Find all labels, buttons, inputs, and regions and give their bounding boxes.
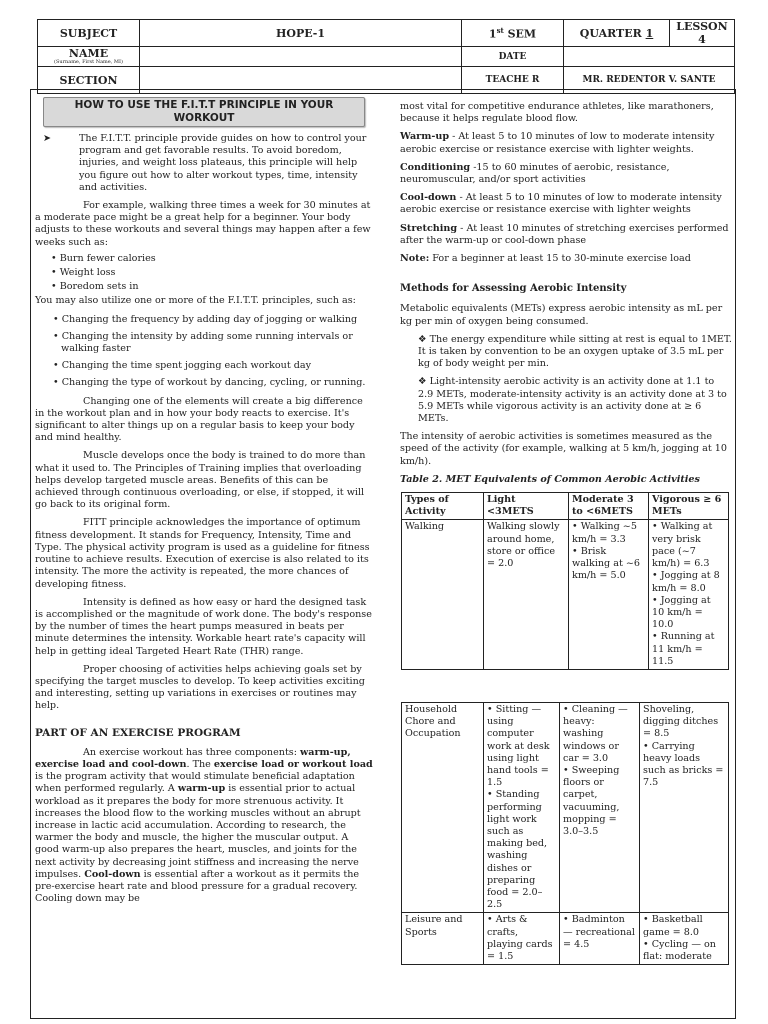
name-hint: (Surname, First Name, MI) (54, 58, 123, 65)
left-column (35, 97, 373, 911)
met-point-1: ❖ The energy expenditure while sitting at rest is equal to 1MET. It is taken by convention to be an oxygen uptake of 3.5 mL per kg of body weight per min. (418, 333, 732, 370)
text-run: is essential after a workout as it permits the pre-exercise heart rate and blood pressure for a gradual recovery. Cooling down may be (35, 868, 360, 905)
met-table-walking (401, 492, 729, 670)
speed-paragraph: The intensity of aerobic activities is sometimes measured as the speed of the activity (for example, walking at 5 km/h, jogging at 10 km/h). (400, 431, 727, 467)
table-cell: • Arts & crafts, playing cards = 1.5 (484, 913, 560, 965)
table-header-cell: Vigorous ≥ 6 METs (649, 493, 729, 520)
teacher-label: TEACHE R (462, 67, 564, 94)
table-header-cell: Types of Activity (402, 493, 484, 520)
warmup-paragraph (400, 131, 732, 155)
bold-run: warm-up (177, 783, 226, 795)
table-cell: • Walking ~5 km/h = 3.3 • Brisk walking at ~6 km/h = 5.0 (569, 520, 649, 669)
subject-value: HOPE-1 (140, 20, 462, 47)
list-item: • Changing the time spent jogging each workout day (53, 360, 312, 372)
table-header-cell: Light <3METS (484, 493, 569, 520)
subject-label: SUBJECT (38, 20, 140, 47)
list-item: • Weight loss (51, 267, 116, 279)
intensity-paragraph: Intensity is defined as how easy or hard the designed task is accomplished or the magnitude of work done. The body's response by the number of times the heart pumps measured in beats per minute determines the intensity. Workable heart rate's capacity will help in getting ideal Targeted Heart Rate (THR) range. (35, 596, 372, 657)
methods-heading: Methods for Assessing Aerobic Intensity (400, 283, 627, 295)
met-table-household (401, 702, 729, 965)
table-row (402, 520, 729, 669)
changes-list (35, 314, 373, 390)
arrow-bullet-icon: ➤ (43, 133, 52, 144)
header-table (37, 19, 735, 94)
list-item: • Changing the intensity by adding some running intervals or walking faster (53, 330, 353, 355)
text-run: . The (186, 758, 214, 770)
date-label: DATE (462, 47, 564, 67)
table-cell: • Basketball game = 8.0 • Cycling — on flat: moderate (640, 913, 729, 965)
table-gap (400, 670, 732, 702)
table-cell: Walking (402, 520, 484, 669)
table-row (402, 913, 729, 965)
table-cell: Shoveling, digging ditches = 8.5 • Carrying heavy loads such as bricks = 7.5 (640, 702, 729, 912)
list-item: • Changing the type of workout by dancing, cycling, or running. (53, 377, 366, 389)
note-label: Note: (400, 253, 430, 265)
met-point-2: ❖ Light-intensity aerobic activity is an activity done at 1.1 to 2.9 METs, moderate-intensity activity is an activity done at 3 to 5.9 METs while vigorous activity is an activity done at ≥ 6 METs. (418, 376, 727, 425)
table-cell: Household Chore and Occupation (402, 702, 484, 912)
list-item: • Boredom sets in (51, 281, 139, 293)
conditioning-paragraph (400, 162, 732, 186)
cooldown-paragraph (400, 192, 732, 216)
cooldown-text: - At least 5 to 10 minutes of low to moderate intensity aerobic exercise or resistance exercise with lighter weights (400, 192, 722, 216)
note-text: For a beginner at least 15 to 30-minute exercise load (429, 253, 691, 265)
mets-definition: Metabolic equivalents (METs) express aerobic intensity as mL per kg per min of oxygen being consumed. (400, 303, 723, 327)
name-label: NAME (68, 46, 109, 60)
cooldown-label: Cool-down (400, 192, 457, 204)
continued-paragraph: most vital for competitive endurance athletes, like marathoners, because it helps regulate blood flow. (400, 101, 714, 125)
intro-paragraph (35, 133, 373, 194)
exercise-program-paragraph (35, 747, 373, 906)
quarter-cell (564, 20, 670, 47)
example-paragraph: For example, walking three times a week for 30 minutes at a moderate pace might be a great help for a beginner. Your body adjusts to these workouts and several things may happen after a few weeks such as: (35, 200, 371, 248)
intro-text: The F.I.T.T. principle provide guides on how to control your program and get favorable results. To avoid boredom, injuries, and weight loss plateaus, this principle will help you figure out how to alter workout types, time, intensity and activities. (79, 133, 367, 193)
table-row (402, 702, 729, 912)
bold-run: Cool-down (84, 868, 141, 880)
effects-list (35, 253, 373, 294)
quarter-value: 1 (645, 26, 654, 40)
right-column (400, 101, 732, 965)
text-run: is the program activity that would stimulate beneficial adaptation when performed regularly. A (35, 771, 355, 795)
date-field[interactable] (564, 47, 735, 67)
table-cell: Leisure and Sports (402, 913, 484, 965)
text-run: An exercise workout has three components: (83, 746, 301, 758)
table-caption: Table 2. MET Equivalents of Common Aerobic Activities (400, 473, 700, 485)
stretching-text: - At least 10 minutes of stretching exercises performed after the warm-up or cool-down phase (400, 222, 729, 246)
table-cell: Walking slowly around home, store or office = 2.0 (484, 520, 569, 669)
fitt-paragraph: FITT principle acknowledges the importance of optimum fitness development. It stands for Frequency, Intensity, Time and Type. The physical activity program is used as a guideline for fitness routine to achieve results. Execution of exercise is also related to its intensity. The more the activity is repeated, the more chances of developing fitness. (35, 517, 370, 590)
proper-paragraph: Proper choosing of activities helps achieving goals set by specifying the target muscles to develop. To keep activities exciting and interesting, setting up variations in exercises or routines may help. (35, 663, 365, 712)
section-label: SECTION (38, 67, 140, 94)
stretching-paragraph (400, 223, 732, 247)
quarter-label: QUARTER (579, 26, 642, 40)
warmup-label: Warm-up (400, 131, 450, 143)
note-paragraph (400, 253, 732, 265)
change-paragraph: Changing one of the elements will create a big difference in the workout plan and in how your body reacts to exercise. It's significant to alter things up on a regular basis to keep your body and mind healthy. (35, 395, 363, 444)
name-field[interactable] (140, 47, 462, 67)
list-item: • Burn fewer calories (51, 252, 156, 264)
bold-run: warm-up, exercise load and cool-down (35, 746, 351, 770)
teacher-value: MR. REDENTOR V. SANTE (564, 67, 735, 94)
conditioning-label: Conditioning (400, 161, 471, 173)
page-title: HOW TO USE THE F.I.T.T PRINCIPLE IN YOUR WORKOUT (43, 97, 365, 127)
table-cell: • Cleaning — heavy: washing windows or car = 3.0 • Sweeping floors or carpet, vacuuming, mopping = 3.0–3.5 (560, 702, 640, 912)
warmup-text: - At least 5 to 10 minutes of low to moderate intensity aerobic exercise or resistance exercise with lighter weights. (400, 131, 715, 155)
table-cell: • Badminton — recreational = 4.5 (560, 913, 640, 965)
table-header-cell: Moderate 3 to <6METS (569, 493, 649, 520)
muscle-paragraph: Muscle develops once the body is trained to do more than what it used to. The Principles of Training implies that overloading helps develop targeted muscle areas. Benefits of this can be achieved through continuous overloading, or else, if stopped, it will go back to its original form. (35, 450, 366, 511)
section-heading: PART OF AN EXERCISE PROGRAM (35, 726, 241, 739)
lesson-label: LESSON 4 (670, 20, 735, 47)
text-run: is essential prior to actual workload as it prepares the body for more strenuous activity. It increases the blood flow to the working muscles without an abrupt increase in lactic acid accumulation. According to research, the warmer the body and muscle, the higher the muscular output. A good warm-up also prepares the heart, muscles, and joints for the next activity by decreasing joint stiffness and increasing the nerve impulses. (35, 783, 361, 880)
utilize-paragraph: You may also utilize one or more of the F.I.T.T. principles, such as: (35, 295, 356, 307)
stretching-label: Stretching (400, 222, 458, 234)
list-item: • Changing the frequency by adding day of jogging or walking (53, 313, 358, 325)
table-header-row (402, 493, 729, 520)
semester-label: 1st SEM (462, 20, 564, 47)
conditioning-text: -15 to 60 minutes of aerobic, resistance, neuromuscular, and/or sport activities (400, 161, 670, 186)
bold-run: exercise load or workout load (213, 758, 373, 770)
table-cell: • Sitting — using computer work at desk using light hand tools = 1.5 • Standing performing light work such as making bed, washing dishes or preparing food = 2.0–2.5 (484, 702, 560, 912)
table-cell: • Walking at very brisk pace (~7 km/h) = 6.3 • Jogging at 8 km/h = 8.0 • Jogging at 10 km/h = 10.0 • Running at 11 km/h = 11.5 (649, 520, 729, 669)
name-label-cell (38, 47, 140, 67)
